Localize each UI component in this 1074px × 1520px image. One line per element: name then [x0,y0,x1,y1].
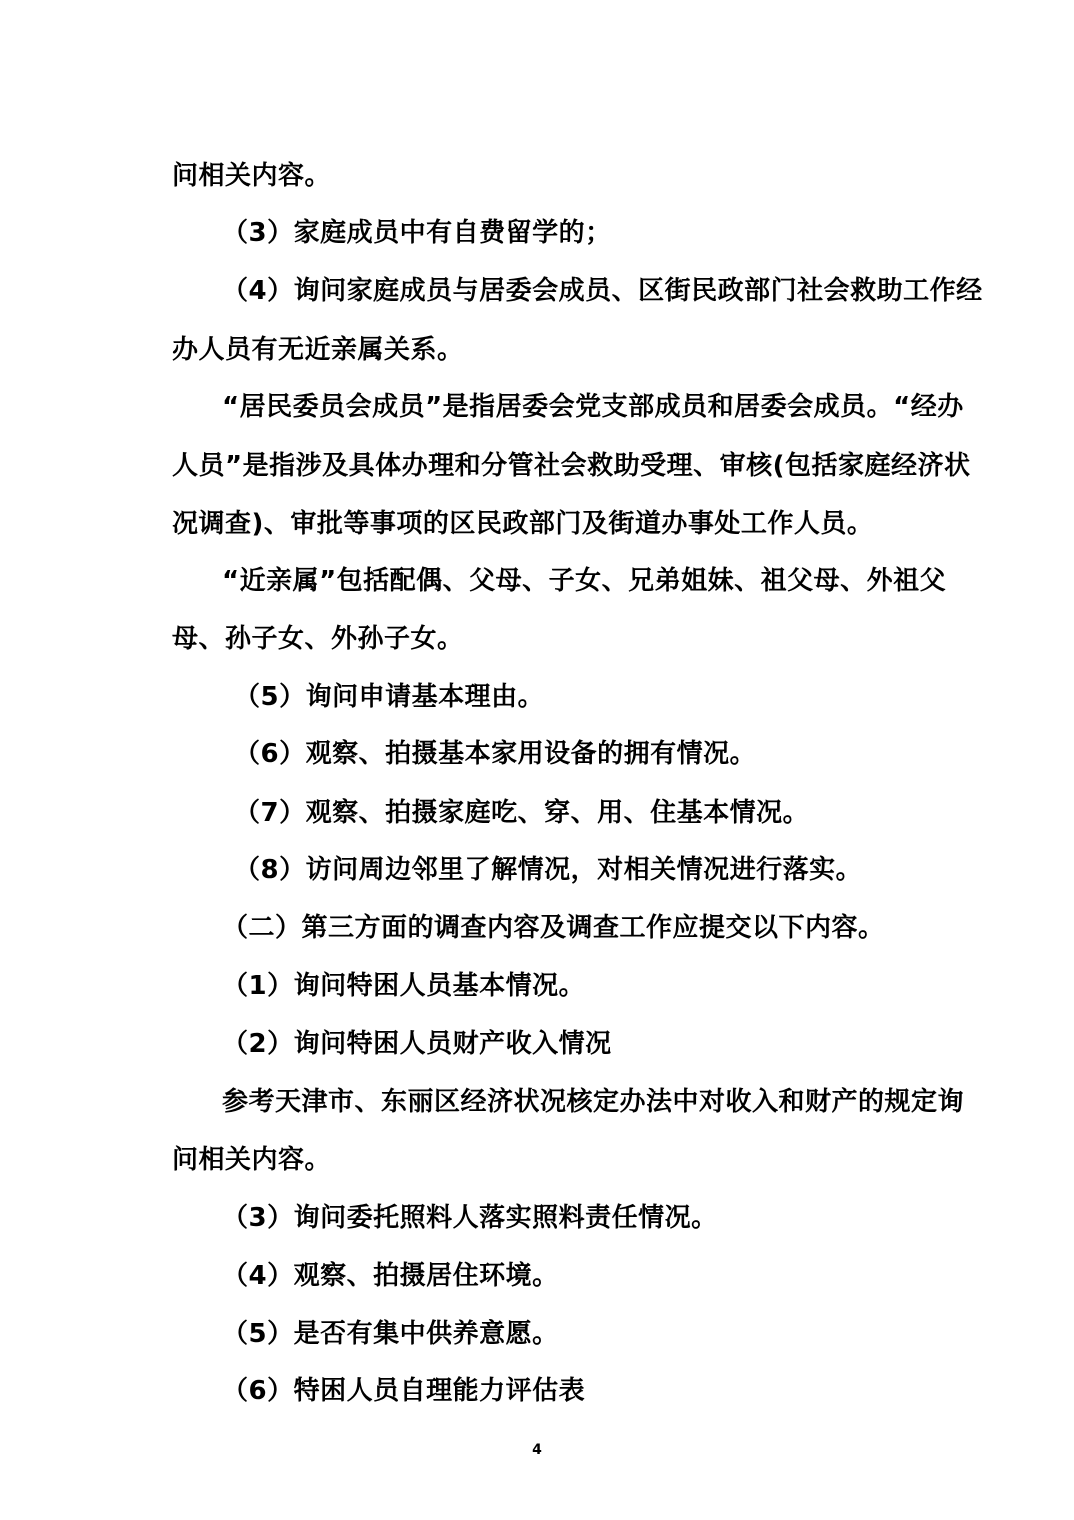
text-line: 问相关内容。 [172,161,332,191]
text-line: （5）询问申请基本理由。 [234,682,545,712]
text-line: （3）家庭成员中有自费留学的； [222,218,612,248]
text-line: 母、孙子女、外孙子女。 [172,624,464,654]
text-line: （7）观察、拍摄家庭吃、穿、用、住基本情况。 [234,798,810,828]
text-line: （4）询问家庭成员与居委会成员、区街民政部门社会救助工作经 [222,276,983,306]
text-line: （8）访问周边邻里了解情况，对相关情况进行落实。 [234,855,863,885]
text-line: 问相关内容。 [172,1145,332,1175]
text-line: （2）询问特困人员财产收入情况 [222,1029,612,1059]
text-line: 参考天津市、东丽区经济状况核定办法中对收入和财产的规定询 [222,1087,965,1117]
text-line: 人员”是指涉及具体办理和分管社会救助受理、审核(包括家庭经济状 [172,451,971,481]
text-line: “近亲属”包括配偶、父母、子女、兄弟姐妹、祖父母、外祖父 [222,566,947,596]
text-line: “居民委员会成员”是指居委会党支部成员和居委会成员。“经办 [222,392,964,422]
text-line: （3）询问委托照料人落实照料责任情况。 [222,1203,718,1233]
text-line: 办人员有无近亲属关系。 [172,335,464,365]
text-line: （1）询问特困人员基本情况。 [222,971,586,1001]
text-line: （6）观察、拍摄基本家用设备的拥有情况。 [234,739,757,769]
text-line: （4）观察、拍摄居住环境。 [222,1261,559,1291]
page-number: 4 [532,1442,542,1458]
text-line: （5）是否有集中供养意愿。 [222,1319,559,1349]
text-line: （二）第三方面的调查内容及调查工作应提交以下内容。 [222,913,885,943]
text-line: （6）特困人员自理能力评估表 [222,1376,586,1406]
text-line: 况调查)、审批等事项的区民政部门及街道办事处工作人员。 [172,509,874,539]
